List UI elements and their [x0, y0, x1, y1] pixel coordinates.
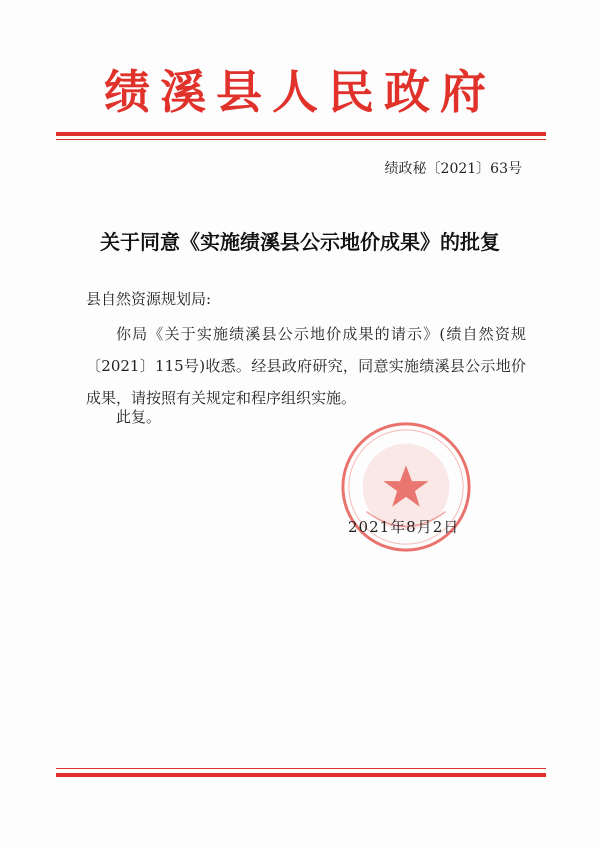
- header-red-rule-thin: [56, 139, 546, 140]
- footer-red-rule-thick: [56, 773, 546, 777]
- signing-date: 2021年8月2日: [348, 518, 460, 536]
- header-red-rule-thick: [56, 132, 546, 136]
- closing-line: 此复。: [116, 408, 162, 426]
- document-number: 绩政秘〔2021〕63号: [384, 161, 522, 177]
- document-title: 关于同意《实施绩溪县公示地价成果》的批复: [100, 230, 500, 254]
- addressee-line: 县自然资源规划局:: [86, 290, 212, 308]
- footer-red-rule-thin: [56, 768, 546, 769]
- body-paragraph: 你局《关于实施绩溪县公示地价成果的请示》(绩自然资规〔2021〕115号)收悉。经县政府研究，同意实施绩溪县公示地价成果，请按照有关规定和程序组织实施。: [86, 325, 526, 407]
- agency-header-title: 绩溪县人民政府: [104, 65, 496, 119]
